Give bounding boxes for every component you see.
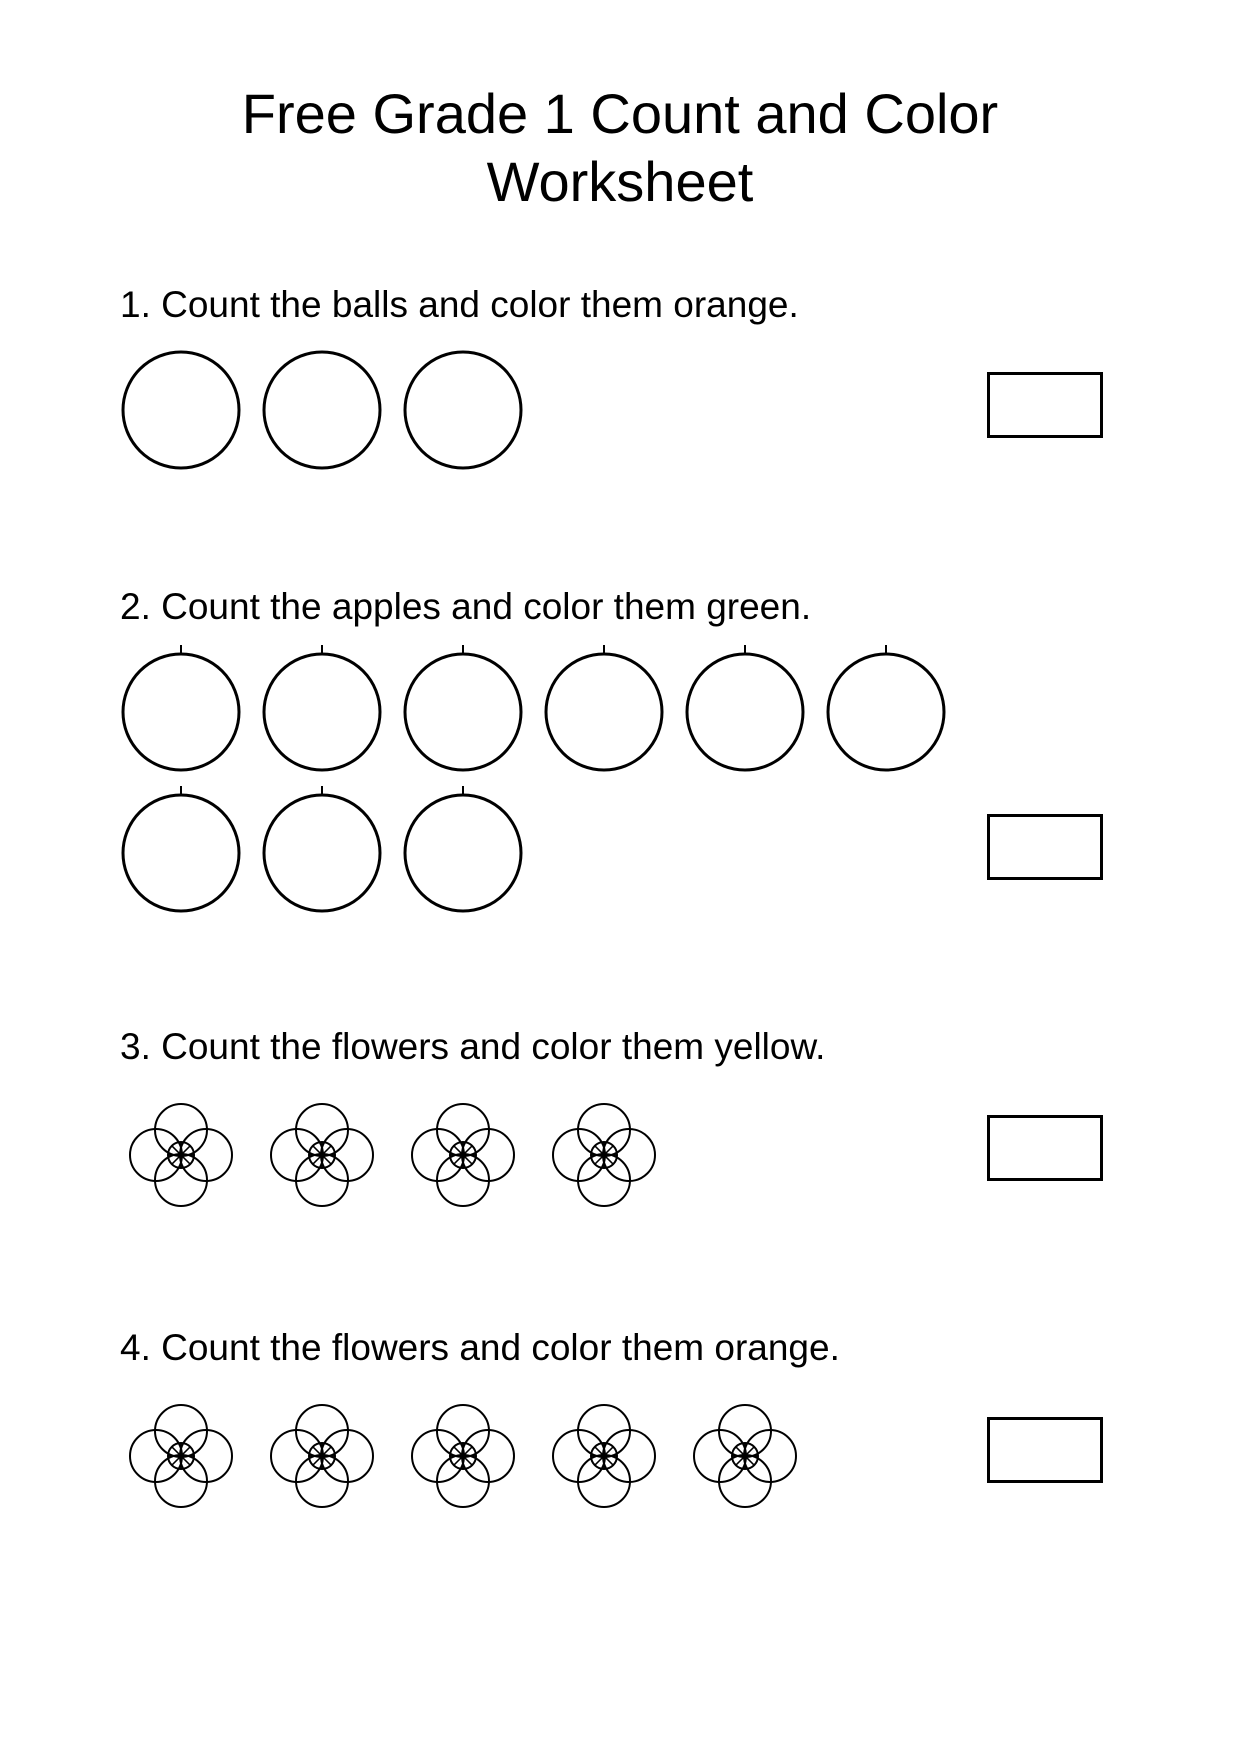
apple-outline-icon-q2-9 [405, 786, 521, 911]
flower-outline-icon-q4-1 [130, 1405, 232, 1507]
flower-outline-icon-q3-4 [553, 1104, 655, 1206]
apple-outline-icon-q2-2 [264, 645, 380, 770]
apple-outline-icon-q2-8 [264, 786, 380, 911]
apple-outline-icon-q2-3 [405, 645, 521, 770]
flower-outline-icon-q4-4 [553, 1405, 655, 1507]
apple-outline-icon-q2-5 [687, 645, 803, 770]
apple-outline-icon-q2-4 [546, 645, 662, 770]
ball-outline-icon-q1-1 [123, 352, 239, 468]
ball-outline-icon-q1-2 [264, 352, 380, 468]
question-3-text: 3. Count the flowers and color them yellow. [120, 1026, 826, 1067]
ball-outline-icon-q1-3 [405, 352, 521, 468]
apple-outline-icon-q2-6 [828, 645, 944, 770]
flower-outline-icon-q3-2 [271, 1104, 373, 1206]
flower-outline-icon-q3-1 [130, 1104, 232, 1206]
apple-outline-icon-q2-7 [123, 786, 239, 911]
flower-outline-icon-q4-5 [694, 1405, 796, 1507]
apple-outline-icon-q2-1 [123, 645, 239, 770]
question-4-text: 4. Count the flowers and color them orange. [120, 1327, 840, 1368]
question-1-text: 1. Count the balls and color them orange. [120, 284, 799, 325]
flower-outline-icon-q4-2 [271, 1405, 373, 1507]
question-2-text: 2. Count the apples and color them green. [120, 586, 812, 627]
title-line-2: Worksheet [486, 150, 754, 213]
flower-outline-icon-q3-3 [412, 1104, 514, 1206]
flower-outline-icon-q4-3 [412, 1405, 514, 1507]
title-line-1: Free Grade 1 Count and Color [241, 82, 999, 145]
